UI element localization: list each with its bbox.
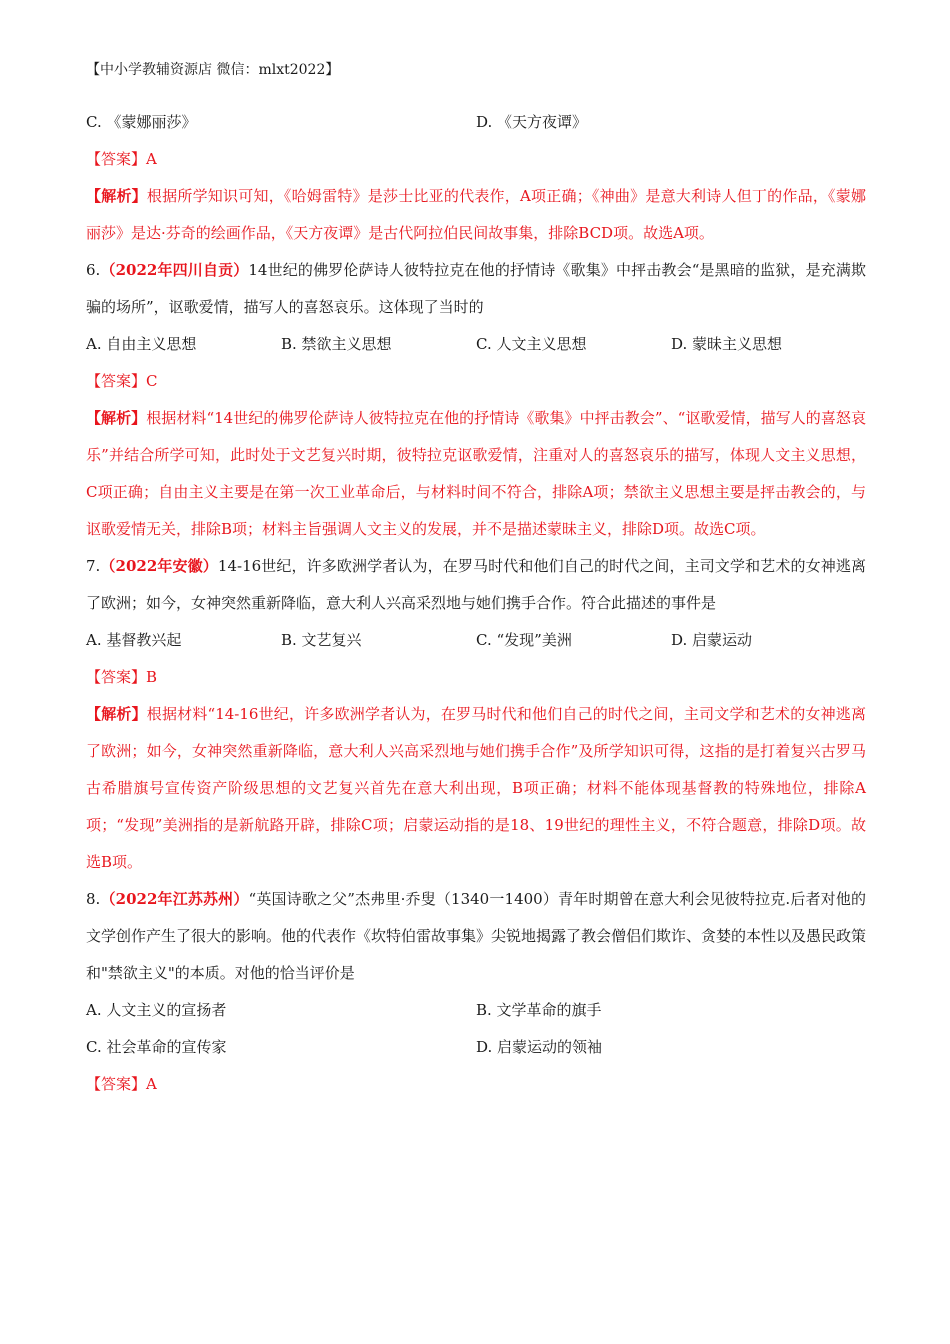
- q8-option-a: A. 人文主义的宣扬者: [86, 1001, 227, 1019]
- q6-analysis-text: 根据材料“14世纪的佛罗伦萨诗人彼特拉克在他的抒情诗《歌集》中抨击教会”、“讴歌爱情，描写人的喜怒哀乐”并结合所学可知，此时处于文艺复兴时期，彼特拉克讴歌爱情，注重对人的喜怒哀乐的描写，体现人文主义思想，C项正确；自由主义主要是在第一次工业革命后，与材料时间不符合，排除A项；禁欲主义思想主要是抨击教会的，与讴歌爱情无关，排除B项；材料主旨强调人文主义的发展，并不是描述蒙昧主义，排除D项。故选C项。: [86, 409, 866, 538]
- q7-analysis-label: 【解析】: [86, 705, 147, 723]
- q8-stem: [86, 881, 866, 992]
- q5-analysis-text: 根据所学知识可知，《哈姆雷特》是莎士比亚的代表作，A项正确；《神曲》是意大利诗人但丁的作品，《蒙娜丽莎》是达·芬奇的绘画作品，《天方夜谭》是古代阿拉伯民间故事集，排除BCD项。故选A项。: [86, 187, 866, 242]
- q6-number: 6.: [86, 261, 101, 279]
- q6-source: （2022年四川自贡）: [100, 261, 249, 279]
- q7-option-b: B. 文艺复兴: [281, 631, 362, 649]
- q5-analysis: [86, 178, 866, 252]
- q7-stem-text: 14-16世纪，许多欧洲学者认为，在罗马时代和他们自己的时代之间，主司文学和艺术的女神逃离了欧洲；如今，女神突然重新降临，意大利人兴高采烈地与她们携手合作。符合此描述的事件是: [86, 557, 867, 612]
- q8-answer: 【答案】A: [86, 1075, 157, 1093]
- q7-options: [86, 622, 866, 659]
- q8-number: 8.: [86, 890, 101, 908]
- q5-options: [86, 104, 866, 141]
- q8-stem-text: “英国诗歌之父”杰弗里·乔叟（1340一1400）青年时期曾在意大利会见彼特拉克.后者对他的文学创作产生了很大的影响。他的代表作《坎特伯雷故事集》尖锐地揭露了教会僧侣们欺诈、贪婪的本性以及愚民政策和"禁欲主义"的本质。对他的恰当评价是: [86, 890, 867, 982]
- q5-analysis-label: 【解析】: [86, 187, 147, 205]
- q6-stem-text: 14世纪的佛罗伦萨诗人彼特拉克在他的抒情诗《歌集》中抨击教会“是黑暗的监狱，是充满欺骗的场所”，讴歌爱情，描写人的喜怒哀乐。这体现了当时的: [86, 261, 867, 316]
- q6-option-b: B. 禁欲主义思想: [281, 335, 392, 353]
- q6-options: [86, 326, 866, 363]
- q6-stem: [86, 252, 866, 326]
- document-page: [86, 60, 866, 1103]
- q6-option-d: D. 蒙昧主义思想: [671, 335, 783, 353]
- q6-analysis: [86, 400, 866, 548]
- q7-answer: 【答案】B: [86, 668, 158, 686]
- q7-source: （2022年安徽）: [100, 557, 218, 575]
- q6-analysis-label: 【解析】: [86, 409, 147, 427]
- q5-option-d: D. 《天方夜谭》: [476, 113, 588, 131]
- q8-option-b: B. 文学革命的旗手: [476, 1001, 602, 1019]
- q7-number: 7.: [86, 557, 101, 575]
- q8-option-d: D. 启蒙运动的领袖: [476, 1038, 603, 1056]
- q6-option-c: C. 人文主义思想: [476, 335, 587, 353]
- q6-answer: 【答案】C: [86, 372, 158, 390]
- q8-option-c: C. 社会革命的宣传家: [86, 1038, 227, 1056]
- q6-option-a: A. 自由主义思想: [86, 335, 197, 353]
- q5-option-c: C. 《蒙娜丽莎》: [86, 113, 197, 131]
- q7-option-a: A. 基督教兴起: [86, 631, 182, 649]
- q7-analysis: [86, 696, 866, 881]
- q7-option-d: D. 启蒙运动: [671, 631, 753, 649]
- q7-option-c: C. “发现”美洲: [476, 631, 572, 649]
- q8-source: （2022年江苏苏州）: [100, 890, 249, 908]
- q7-stem: [86, 548, 866, 622]
- q8-options-row-2: [86, 1029, 866, 1066]
- q8-options-row-1: [86, 992, 866, 1029]
- q5-answer: 【答案】A: [86, 150, 157, 168]
- q7-analysis-text: 根据材料“14-16世纪，许多欧洲学者认为，在罗马时代和他们自己的时代之间，主司文学和艺术的女神逃离了欧洲；如今，女神突然重新降临，意大利人兴高采烈地与她们携手合作”及所学知识可得，这指的是打着复兴古罗马古希腊旗号宣传资产阶级思想的文艺复兴首先在意大利出现，B项正确；材料不能体现基督教的特殊地位，排除A项；“发现”美洲指的是新航路开辟，排除C项；启蒙运动指的是18、19世纪的理性主义，不符合题意，排除D项。故选B项。: [86, 705, 866, 871]
- page-header: 【中小学教辅资源店 微信：mlxt2022】: [86, 62, 340, 78]
